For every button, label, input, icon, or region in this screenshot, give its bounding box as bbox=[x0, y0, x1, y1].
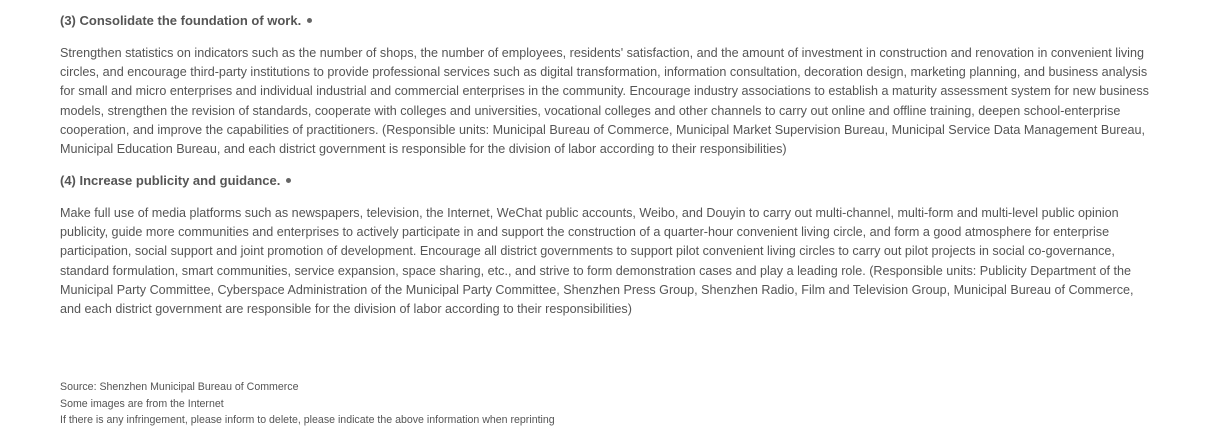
section-heading-text: (3) Consolidate the foundation of work. bbox=[60, 13, 302, 28]
section-paragraph: Make full use of media platforms such as newspapers, television, the Internet, WeChat public accounts, Weibo, and Douyin to carry out multi-channel, multi-form and multi-level public opinion publicity, guide more communities and enterprises to actively participate in and support the construction of a quarter-hour convenient living circle, and form a good atmosphere for enterprise participation, social support and joint promotion of development. Encourage all district governments to support pilot convenient living circles to carry out pilot projects in social co-governance, standard formulation, smart communities, service expansion, space sharing, etc., and strive to form demonstration cases and play a leading role. (Responsible units: Publicity Department of the Municipal Party Committee, Cyberspace Administration of the Municipal Party Committee, Shenzhen Press Group, Shenzhen Radio, Film and Television Group, Municipal Bureau of Commerce, and each district government are responsible for the division of labor according to their responsibilities) bbox=[60, 206, 1134, 317]
infringement-note-line: If there is any infringement, please inform to delete, please indicate the above information when reprinting bbox=[60, 414, 555, 426]
images-note-line: Some images are from the Internet bbox=[60, 397, 224, 410]
section-heading-text: (4) Increase publicity and guidance. bbox=[60, 173, 281, 188]
section-paragraph: Strengthen statistics on indicators such as the number of shops, the number of employees, residents' satisfaction, and the amount of investment in construction and renovation in convenient living circles, and encourage third-party institutions to provide professional services such as digital transformation, information consultation, decoration design, marketing planning, and business analysis for small and micro enterprises and individual industrial and commercial enterprises in the community. Encourage industry associations to establish a maturity assessment system for new business models, strengthen the revision of standards, cooperate with colleges and universities, vocational colleges and other channels to carry out online and offline training, deepen school-enterprise cooperation, and improve the capabilities of practitioners. (Responsible units: Municipal Bureau of Commerce, Municipal Market Supervision Bureau, Municipal Service Data Management Bureau, Municipal Education Bureau, and each district government is responsible for the division of labor according to their responsibilities) bbox=[60, 46, 1149, 157]
bullet-icon bbox=[286, 178, 291, 183]
bullet-icon bbox=[307, 18, 312, 23]
source-footer bbox=[60, 379, 555, 429]
section-heading bbox=[60, 12, 312, 30]
section-heading bbox=[60, 172, 291, 190]
source-line: Source: Shenzhen Municipal Bureau of Commerce bbox=[60, 381, 299, 393]
